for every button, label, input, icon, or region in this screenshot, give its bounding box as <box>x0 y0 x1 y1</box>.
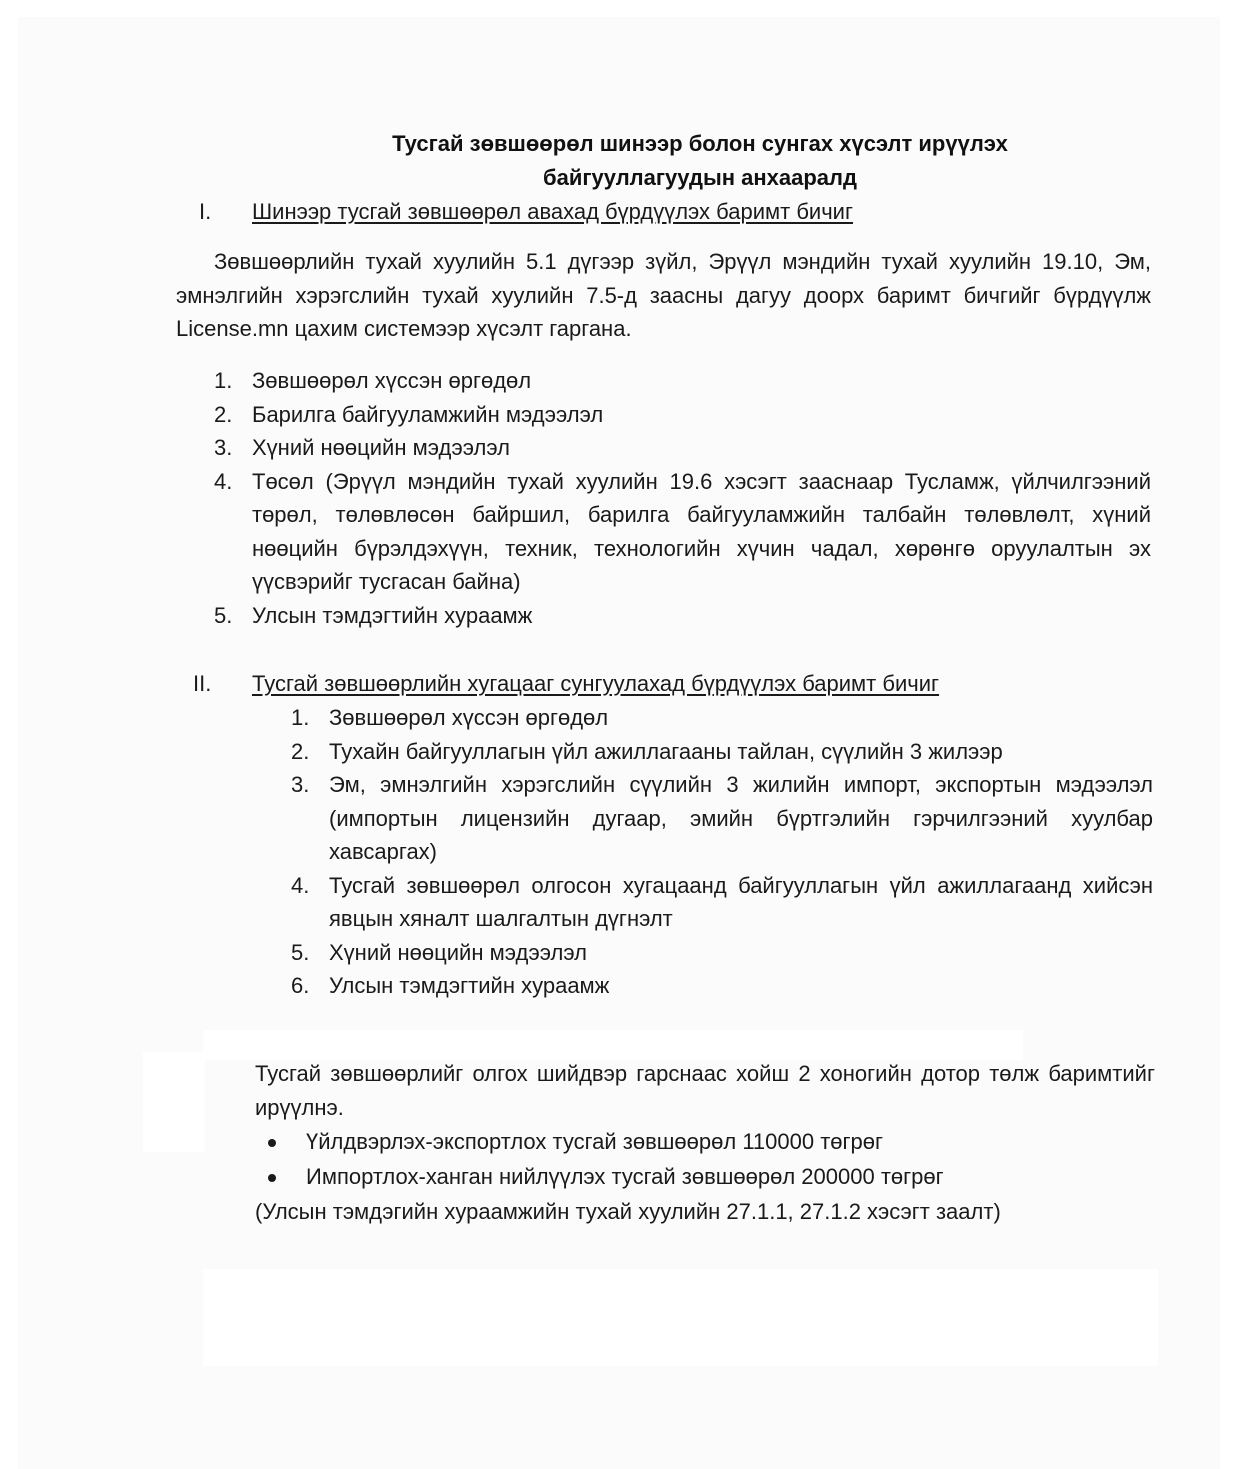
section-2-list <box>291 701 1153 1003</box>
list-item <box>291 936 1153 970</box>
list-item-text: Тусгай зөвшөөрөл олгосон хугацаанд байгууллагын үйл ажиллагаанд хийсэн явцын хяналт шалгалтын дүгнэлт <box>329 872 1153 931</box>
scan-artifact <box>203 1030 1023 1060</box>
section-1-list <box>214 364 1151 632</box>
scan-artifact <box>143 1052 205 1152</box>
list-item-text: Зөвшөөрөл хүссэн өргөдөл <box>252 368 532 393</box>
list-item-text: Тухайн байгууллагын үйл ажиллагааны тайлан, сүүлийн 3 жилээр <box>329 738 1003 764</box>
list-item-text: Зөвшөөрөл хүссэн өргөдөл <box>329 705 609 730</box>
bullet-icon <box>268 1174 276 1182</box>
document-title-line-2: байгууллагуудын анхааралд <box>543 165 857 190</box>
list-item <box>291 969 1153 1003</box>
list-item-number: 1. <box>214 368 233 393</box>
section-2-heading: Тусгай зөвшөөрлийн хугацааг сунгуулахад бүрдүүлэх баримт бичиг <box>252 671 940 696</box>
list-item-number: 6. <box>291 973 310 998</box>
list-item-text: Эм, эмнэлгийн хэрэгслийн сүүлийн 3 жилийн импорт, экспортын мэдээлэл (импортын лицензийн дугаар, эмийн бүртгэлийн гэрчилгээний хуулбар хавсаргах) <box>329 772 1153 864</box>
list-item <box>214 599 1151 633</box>
section-2-number: II. <box>193 671 212 696</box>
list-item <box>291 768 1153 869</box>
fees-intro: Тусгай зөвшөөрлийг олгох шийдвэр гарснаас хойш 2 хоногийн дотор төлж баримтийг ирүүлнэ. <box>255 1061 1155 1120</box>
fee-item-text: Үйлдвэрлэх-экспортлох тусгай зөвшөөрөл 110000 төгрөг <box>306 1129 884 1154</box>
document-title-line-1: Тусгай зөвшөөрөл шинээр болон сунгах хүсэлт ирүүлэх <box>392 131 1008 156</box>
list-item-text: Барилга байгууламжийн мэдээлэл <box>252 401 604 427</box>
list-item-number: 2. <box>291 738 310 764</box>
list-item <box>291 735 1153 769</box>
list-item <box>214 431 1151 465</box>
list-item-number: 5. <box>214 602 233 628</box>
fees-list <box>256 1125 1156 1194</box>
bullet-icon <box>268 1139 276 1147</box>
list-item <box>214 465 1151 599</box>
list-item-text: Хүний нөөцийн мэдээлэл <box>252 435 510 460</box>
list-item <box>214 398 1151 432</box>
section-1-number: I. <box>199 199 212 224</box>
list-item-number: 2. <box>214 401 233 427</box>
list-item-number: 5. <box>291 939 310 965</box>
list-item-text: Улсын тэмдэгтийн хураамж <box>252 602 533 628</box>
section-1-intro <box>176 245 1151 346</box>
list-item <box>291 701 1153 735</box>
fee-item <box>256 1160 1156 1195</box>
fee-item <box>256 1125 1156 1160</box>
section-1-heading: Шинээр тусгай зөвшөөрөл авахад бүрдүүлэх баримт бичиг <box>252 199 853 224</box>
scan-artifact <box>203 1269 1158 1366</box>
list-item-text: Улсын тэмдэгтийн хураамж <box>329 973 610 998</box>
list-item-number: 1. <box>291 705 310 730</box>
list-item-number: 3. <box>291 772 310 797</box>
fees-legal-note: (Улсын тэмдэгийн хураамжийн тухай хуулийн 27.1.1, 27.1.2 хэсэгт заалт) <box>255 1199 1001 1224</box>
list-item-text: Төсөл (Эрүүл мэндийн тухай хуулийн 19.6 хэсэгт зааснаар Тусламж, үйлчилгээний төрөл, төлөвлөсөн байршил, барилга байгууламжийн талбайн төлөвлөлт, хүний нөөцийн бүрэлдэхүүн, техник, технологийн хүчин чадал, хөрөнгө оруулалтын эх үүсвэрийг тусгасан байна) <box>252 468 1151 594</box>
list-item <box>291 869 1153 936</box>
list-item-number: 4. <box>214 468 233 494</box>
fee-item-text: Импортлох-ханган нийлүүлэх тусгай зөвшөөрөл 200000 төгрөг <box>306 1163 944 1189</box>
list-item <box>214 364 1151 398</box>
list-item-text: Хүний нөөцийн мэдээлэл <box>329 939 587 965</box>
section-1-intro-text: Зөвшөөрлийн тухай хуулийн 5.1 дүгээр зүйл, Эрүүл мэндийн тухай хуулийн 19.10, Эм, эмнэлгийн хэрэгслийн тухай хуулийн 7.5-д заасны дагуу доорх баримт бичгийг бүрдүүлж License.mn цахим системээр хүсэлт гаргана. <box>176 249 1151 341</box>
list-item-number: 3. <box>214 435 233 460</box>
list-item-number: 4. <box>291 872 310 898</box>
